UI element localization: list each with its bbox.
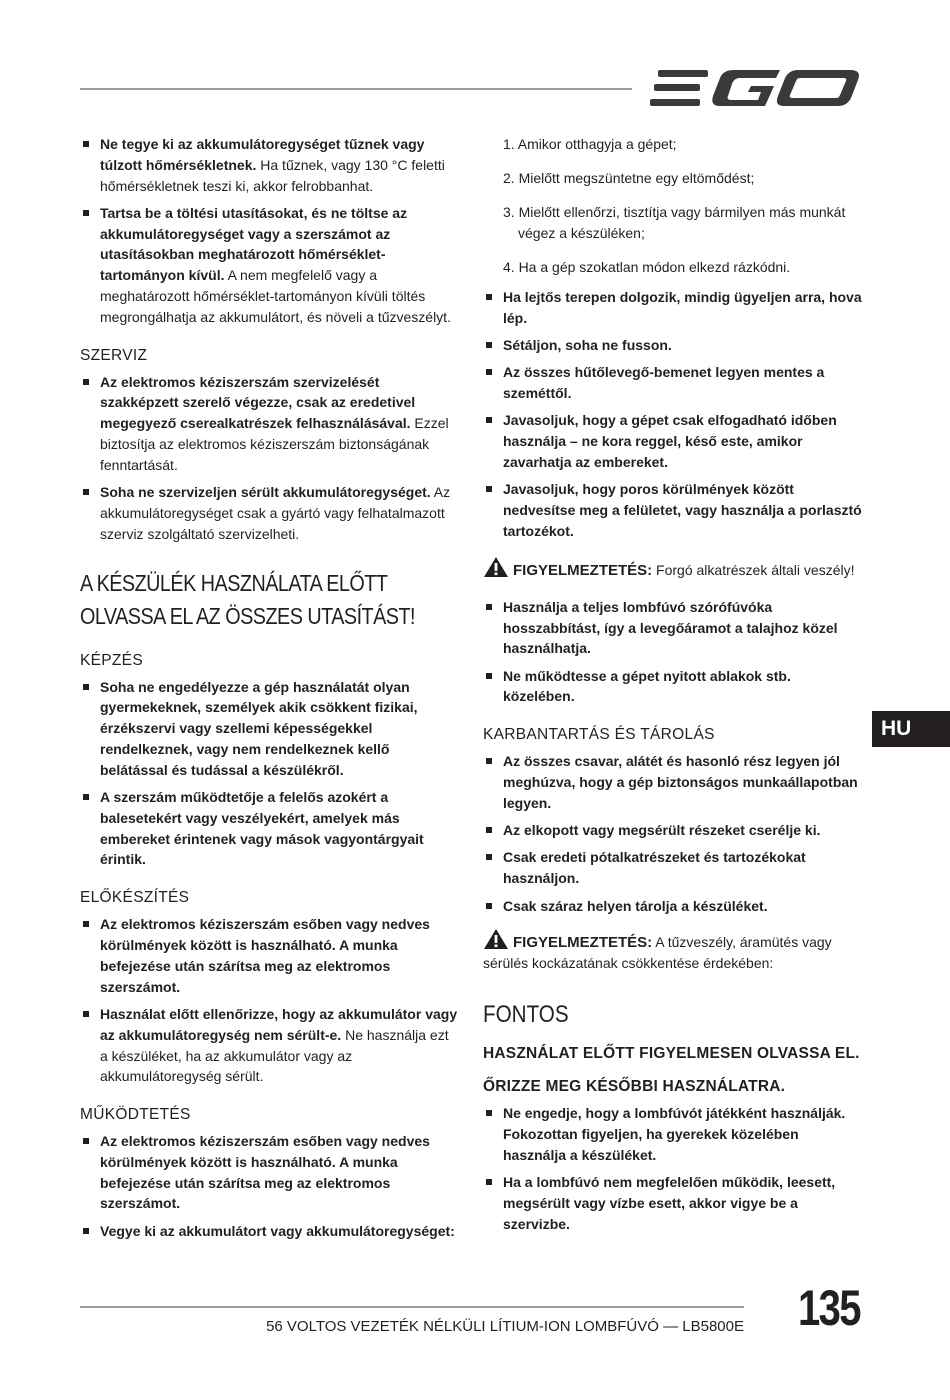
main-heading: A KÉSZÜLÉK HASZNÁLATA ELŐTT OLVASSA EL AZ ÖSSZES UTASÍTÁST!	[80, 569, 416, 629]
section-heading-karbantartas: KARBANTARTÁS ÉS TÁROLÁS	[483, 726, 715, 744]
list-item: Ne engedje, hogy a lombfúvót játékként használják. Fokozottan figyeljen, ha gyerekek közelében használja a készüléket.	[483, 1103, 863, 1165]
warning-label: FIGYELMEZTETÉS:	[513, 561, 653, 579]
szerviz-list	[80, 372, 460, 545]
header-rule	[80, 88, 632, 90]
fontos-subheading-keep: ŐRIZZE MEG KÉSŐBBI HASZNÁLATRA.	[483, 1078, 786, 1096]
list-item: Sétáljon, soha ne fusson.	[483, 335, 863, 356]
list-item: Az elektromos kéziszerszám esőben vagy nedves körülmények között is használható. A munka befejezése után szárítsa meg az elektromos szerszámot.	[80, 1131, 460, 1214]
intro-list	[80, 134, 460, 328]
section-heading-mukodtetes: MŰKÖDTETÉS	[80, 1106, 191, 1124]
list-item: Ha a lombfúvó nem megfelelően működik, leesett, megsérült vagy vízbe esett, akkor vigye be a szervizbe.	[483, 1172, 863, 1234]
right-column	[483, 134, 863, 1241]
footer-rule	[80, 1306, 744, 1308]
section-heading-kepzes: KÉPZÉS	[80, 651, 143, 669]
list-item: Az összes hűtőlevegő-bemenet legyen mentes a szeméttől.	[483, 362, 863, 404]
list-item: Javasoljuk, hogy poros körülmények között nedvesítse meg a felületet, vagy használja a porlasztó tartozékot.	[483, 479, 863, 541]
list-item: Vegye ki az akkumulátort vagy akkumulátoregységet:	[80, 1221, 460, 1242]
footer-product-title: 56 VOLTOS VEZETÉK NÉLKÜLI LÍTIUM-ION LOMBFÚVÓ — LB5800E	[266, 1318, 744, 1335]
warning-triangle-icon	[483, 928, 509, 950]
list-item: Csak eredeti pótalkatrészeket és tartozékokat használjon.	[483, 847, 863, 889]
list-item: Az elektromos kéziszerszám esőben vagy nedves körülmények között is használható. A munka befejezése után szárítsa meg az elektromos szerszámot.	[80, 914, 460, 997]
elokeszites-list	[80, 914, 460, 1087]
list-item: Használat előtt ellenőrizze, hogy az akkumulátor vagy az akkumulátoregység nem sérült-e. Ne használja ezt a készüléket, ha az akkumulátor vagy az akkumulátoregység sérült.	[80, 1004, 460, 1087]
list-item: Soha ne engedélyezze a gép használatát olyan gyermekeknek, személyek akik csökkent fizikai, érzékszervi vagy szellemi képességekkel rendelkeznek, vagy nem rendelkeznek kellő belátással és tudással a készülékről.	[80, 677, 460, 781]
numbered-item: 4. Ha a gép szokatlan módon elkezd rázkódni.	[503, 259, 791, 275]
list-item: Ne tegye ki az akkumulátoregységet tűznek vagy túlzott hőmérsékletnek. Ha tűznek, vagy 130 °C feletti hőmérsékletnek teszi ki, akkor felrobbanhat.	[80, 134, 460, 196]
list-item: A szerszám működtetője a felelős azokért a balesetekért vagy veszélyekért, amelyek más embereket érintenek vagy mások vagyontárgyait érintik.	[80, 787, 460, 870]
operation-list	[483, 287, 863, 542]
section-heading-elokeszites: ELŐKÉSZÍTÉS	[80, 889, 190, 907]
warning-rotating-parts	[483, 556, 863, 581]
warning-label: FIGYELMEZTETÉS:	[513, 934, 653, 952]
list-item: Soha ne szervizeljen sérült akkumulátoregységet. Az akkumulátoregységet csak a gyártó vagy felhatalmazott szerviz szolgáltató szervizelheti.	[80, 482, 460, 544]
warning-fire-shock	[483, 928, 863, 974]
list-item: Tartsa be a töltési utasításokat, és ne töltse az akkumulátoregységet vagy a szerszámot az utasításokban meghatározott hőmérséklet-tartományon kívül. A nem megfelelő vagy a meghatározott hőmérséklet-tartományon kívüli töltés megrongálhatja az akkumulátort, és növeli a tűzveszélyt.	[80, 203, 460, 328]
fontos-list	[483, 1103, 863, 1234]
mukodtetes-list	[80, 1131, 460, 1241]
list-item: Az elkopott vagy megsérült részeket cserélje ki.	[483, 820, 863, 841]
kepzes-list	[80, 677, 460, 871]
list-item: Az elektromos kéziszerszám szervizelését szakképzett szerelő végezze, csak az eredetivel megegyező cserealkatrészek felhasználásával. Ezzel biztosítja az elektromos kéziszerszám biztonságának fenntartását.	[80, 372, 460, 476]
left-column	[80, 134, 460, 1248]
list-item: Ne működtesse a gépet nyitott ablakok stb. közelében.	[483, 666, 863, 708]
numbered-list	[483, 134, 863, 278]
karbantartas-list	[483, 751, 863, 916]
blower-list	[483, 597, 863, 707]
list-item: Használja a teljes lombfúvó szórófúvóka hosszabbítást, így a levegőáramot a talajhoz közel használhatja.	[483, 597, 863, 659]
list-item: Az összes csavar, alátét és hasonló rész legyen jól meghúzva, hogy a gép biztonságos munkaállapotban legyen.	[483, 751, 863, 813]
page-number: 135	[798, 1280, 860, 1336]
numbered-item: 2. Mielőtt megszüntetne egy eltömődést;	[503, 170, 755, 186]
section-heading-szerviz: SZERVIZ	[80, 346, 148, 364]
list-item: Csak száraz helyen tárolja a készüléket.	[483, 896, 863, 917]
numbered-item: 3. Mielőtt ellenőrzi, tisztítja vagy bármilyen más munkát végez a készüléken;	[503, 204, 846, 241]
numbered-item: 1. Amikor otthagyja a gépet;	[503, 136, 677, 152]
warning-text: Forgó alkatrészek általi veszély!	[652, 561, 855, 578]
warning-triangle-icon	[483, 556, 509, 578]
fontos-heading: FONTOS	[483, 1001, 569, 1029]
fontos-subheading-read: HASZNÁLAT ELŐTT FIGYELMESEN OLVASSA EL.	[483, 1045, 860, 1063]
list-item: Ha lejtős terepen dolgozik, mindig ügyeljen arra, hova lép.	[483, 287, 863, 329]
language-tab: HU	[872, 711, 950, 747]
list-item: Javasoljuk, hogy a gépet csak elfogadható időben használja – ne kora reggel, késő este, amikor zavarhatja az embereket.	[483, 410, 863, 472]
ego-logo	[650, 64, 862, 112]
warning-text: A tűzveszély, áramütés vagy sérülés kockázatának csökkentése érdekében:	[483, 934, 832, 972]
